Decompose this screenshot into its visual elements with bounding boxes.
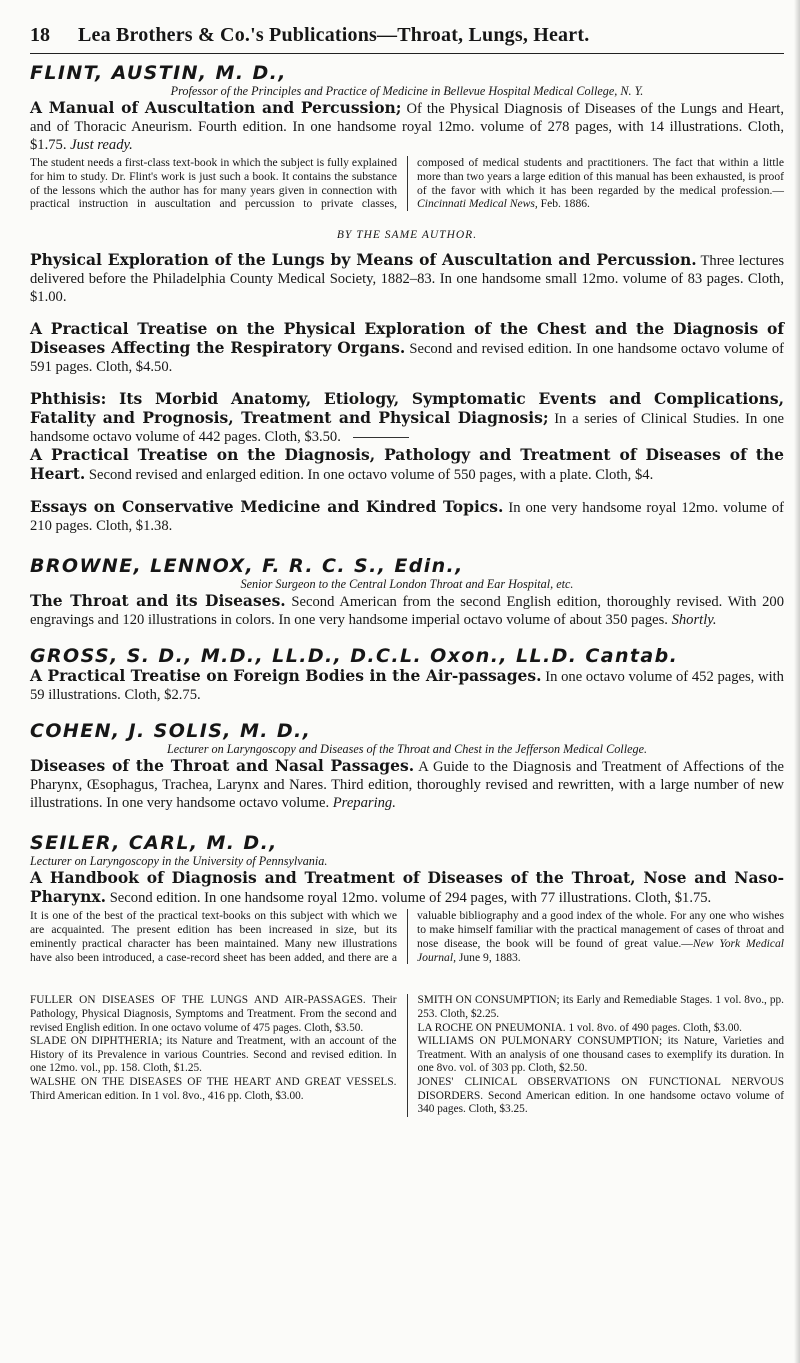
book-description: A Guide to the Diagnosis and Treatment of Affections of the Pharynx, Œsophagus, Trachea, Larynx and Nares. Third edition, thoroughly revised and rewritten, with a large number of new illustrations. In one very handsome octavo volume.: [30, 759, 784, 812]
book-title: A Practical Treatise on the Diagnosis, Pathology and Treatment of Diseases of the Heart.: [30, 445, 784, 484]
author-name: SEILER, CARL, M. D.,: [30, 832, 278, 855]
book-title: Physical Exploration of the Lungs by Means of Auscultation and Percussion.: [30, 250, 697, 270]
author-affiliation: Lecturer on Laryngoscopy and Diseases of the Throat and Chest in the Jefferson Medical College.: [166, 742, 648, 757]
list-item: WILLIAMS ON PULMONARY CONSUMPTION; its Nature, Varieties and Treatment. With an analysis of one thousand cases to exemplify its duration. In one 8vo. vol. of 303 pp. Cloth, $2.50.: [417, 1035, 784, 1075]
page-number: 18: [30, 24, 50, 46]
review-date: June 9, 1883.: [455, 950, 521, 964]
book-status: Preparing.: [332, 795, 396, 812]
author-entry-seiler: [30, 832, 784, 964]
book-listing: [30, 757, 784, 812]
book-description: Of the Physical Diagnosis of Diseases of the Lungs and Heart, and of Thoracic Aneurism. Fourth edition. In one handsome royal 12mo. volume of 278 pages, with 14 illustrations. Cloth, $1.75.: [30, 101, 784, 153]
review-date: Feb. 1886.: [537, 197, 590, 211]
book-title: Phthisis: Its Morbid Anatomy, Etiology, Symptomatic Events and Complications, Fatality and Prognosis, Treatment and Physical Diagnosis;: [30, 389, 784, 428]
book-status: Shortly.: [671, 612, 717, 629]
author-affiliation: Senior Surgeon to the Central London Throat and Ear Hospital, etc.: [240, 577, 574, 592]
book-listing: [30, 320, 784, 376]
author-entry-gross: [30, 645, 784, 704]
book-title: Essays on Conservative Medicine and Kindred Topics.: [30, 497, 504, 517]
by-same-author-heading: BY THE SAME AUTHOR.: [336, 229, 478, 242]
list-item: WALSHE ON THE DISEASES OF THE HEART AND GREAT VESSELS. Third American edition. In 1 vol. 8vo., 416 pp. Cloth, $3.00.: [30, 1075, 397, 1102]
author-name: COHEN, J. SOLIS, M. D.,: [30, 720, 312, 743]
list-item: LA ROCHE ON PNEUMONIA. 1 vol. 8vo. of 490 pages. Cloth, $3.00.: [417, 1021, 742, 1034]
list-item: SMITH ON CONSUMPTION; its Early and Remediable Stages. 1 vol. 8vo., pp. 253. Cloth, $2.25.: [417, 994, 784, 1020]
book-listing: [30, 667, 784, 704]
author-entry-cohen: [30, 720, 784, 812]
book-title: A Handbook of Diagnosis and Treatment of Diseases of the Throat, Nose and Naso-Pharynx.: [30, 868, 784, 907]
review-source: New York Medical Journal,: [417, 936, 784, 964]
review-text: It is one of the best of the practical text-books on this subject with which we are acquainted. The present edition has been increased in size, but its eminently practical character has been maintained. Many new illustrations have also been introduced, a case-record sheet has been added, and there are a valuable bibliography and a good index of the whole. For any one who wishes to make himself familiar with the practical management of cases of throat and nose disease, the book will be found of great value.—: [30, 909, 784, 964]
additional-titles-right: [408, 994, 785, 1116]
book-description: In one very handsome royal 12mo. volume of 210 pages. Cloth, $1.38.: [30, 500, 784, 535]
list-item: JONES' CLINICAL OBSERVATIONS ON FUNCTIONAL NERVOUS DISORDERS. Second American edition. In one handsome octavo volume of 340 pages. Cloth, $3.25.: [417, 1075, 784, 1116]
page-edge-shadow: [794, 0, 800, 1363]
review-quote: [30, 156, 784, 211]
book-listing: [30, 99, 784, 154]
author-name: GROSS, S. D., M.D., LL.D., D.C.L. Oxon., LL.D. Cantab.: [30, 645, 679, 668]
author-entry-flint: [30, 62, 784, 535]
book-description: Second and revised edition. In one handsome octavo volume of 591 pages. Cloth, $4.50.: [30, 341, 784, 376]
author-affiliation: Professor of the Principles and Practice of Medicine in Bellevue Hospital Medical College, N. Y.: [170, 84, 644, 98]
list-item: SLADE ON DIPHTHERIA; its Nature and Treatment, with an account of the History of its Prevalence in various Countries. Second and revised edition. In one 12mo. vol., pp. 158. Cloth, $1.25.: [30, 1035, 397, 1075]
book-description: In one octavo volume of 452 pages, with 59 illustrations. Cloth, $2.75.: [30, 669, 784, 704]
book-description: Second revised and enlarged edition. In one octavo volume of 550 pages, with a plate. Cloth, $4.: [85, 467, 654, 484]
book-description: Second edition. In one handsome royal 12mo. volume of 294 pages, with 77 illustrations. Cloth, $1.75.: [106, 890, 712, 907]
author-affiliation: Lecturer on Laryngoscopy in the University of Pennsylvania.: [30, 854, 328, 869]
book-listing: [30, 390, 784, 446]
list-item: FULLER ON DISEASES OF THE LUNGS AND AIR-PASSAGES. Their Pathology, Physical Diagnosis, Symptoms and Treatment. From the second and revised English edition. In one octavo volume of 475 pages. Cloth, $3.50.: [30, 994, 397, 1034]
author-name: BROWNE, LENNOX, F. R. C. S., Edin.,: [30, 555, 464, 578]
author-name: FLINT, AUSTIN, M. D.,: [30, 62, 287, 84]
book-description: Three lectures delivered before the Philadelphia County Medical Society, 1882–83. In one handsome small 12mo. volume of 83 pages. Cloth, $1.00.: [30, 253, 785, 306]
book-listing: [30, 446, 784, 484]
book-title: A Practical Treatise on Foreign Bodies in the Air-passages.: [30, 666, 542, 686]
book-description: In a series of Clinical Studies. In one handsome octavo volume of 442 pages. Cloth, $3.50.: [30, 411, 784, 446]
review-quote: [30, 909, 784, 964]
page-header: [30, 24, 784, 54]
page-title: Lea Brothers & Co.'s Publications—Throat, Lungs, Heart.: [78, 24, 590, 46]
book-listing: [30, 498, 784, 535]
book-title: A Manual of Auscultation and Percussion;: [30, 98, 402, 117]
review-text: The student needs a first-class text-book in which the subject is fully explained for him to study. Dr. Flint's work is just such a book. It contains the substance of the lessons which the author has for many years given in connection with practical instruction in auscultation and percussion to private classes, composed of medical students and practitioners. The fact that within a little more than two years a large edition of this manual has been exhausted, is proof of the favor with which it has been regarded by the medical profession.—: [30, 156, 784, 211]
additional-titles-left: [30, 994, 408, 1116]
separator-rule: [353, 437, 409, 438]
book-title: The Throat and its Diseases.: [30, 591, 286, 611]
book-description: Second American from the second English edition, thoroughly revised. With 200 engravings and 120 illustrations in colors. In one very handsome imperial octavo volume of about 350 pages.: [30, 594, 784, 629]
book-title: Diseases of the Throat and Nasal Passages.: [30, 756, 415, 776]
additional-titles: [30, 994, 784, 1116]
author-entry-browne: [30, 555, 784, 629]
book-status: Just ready.: [70, 137, 133, 153]
book-listing: [30, 869, 784, 907]
book-title: A Practical Treatise on the Physical Exploration of the Chest and the Diagnosis of Diseases Affecting the Respiratory Organs.: [30, 319, 784, 358]
book-listing: [30, 251, 784, 306]
review-source: Cincinnati Medical News,: [417, 197, 538, 211]
book-listing: [30, 592, 784, 629]
